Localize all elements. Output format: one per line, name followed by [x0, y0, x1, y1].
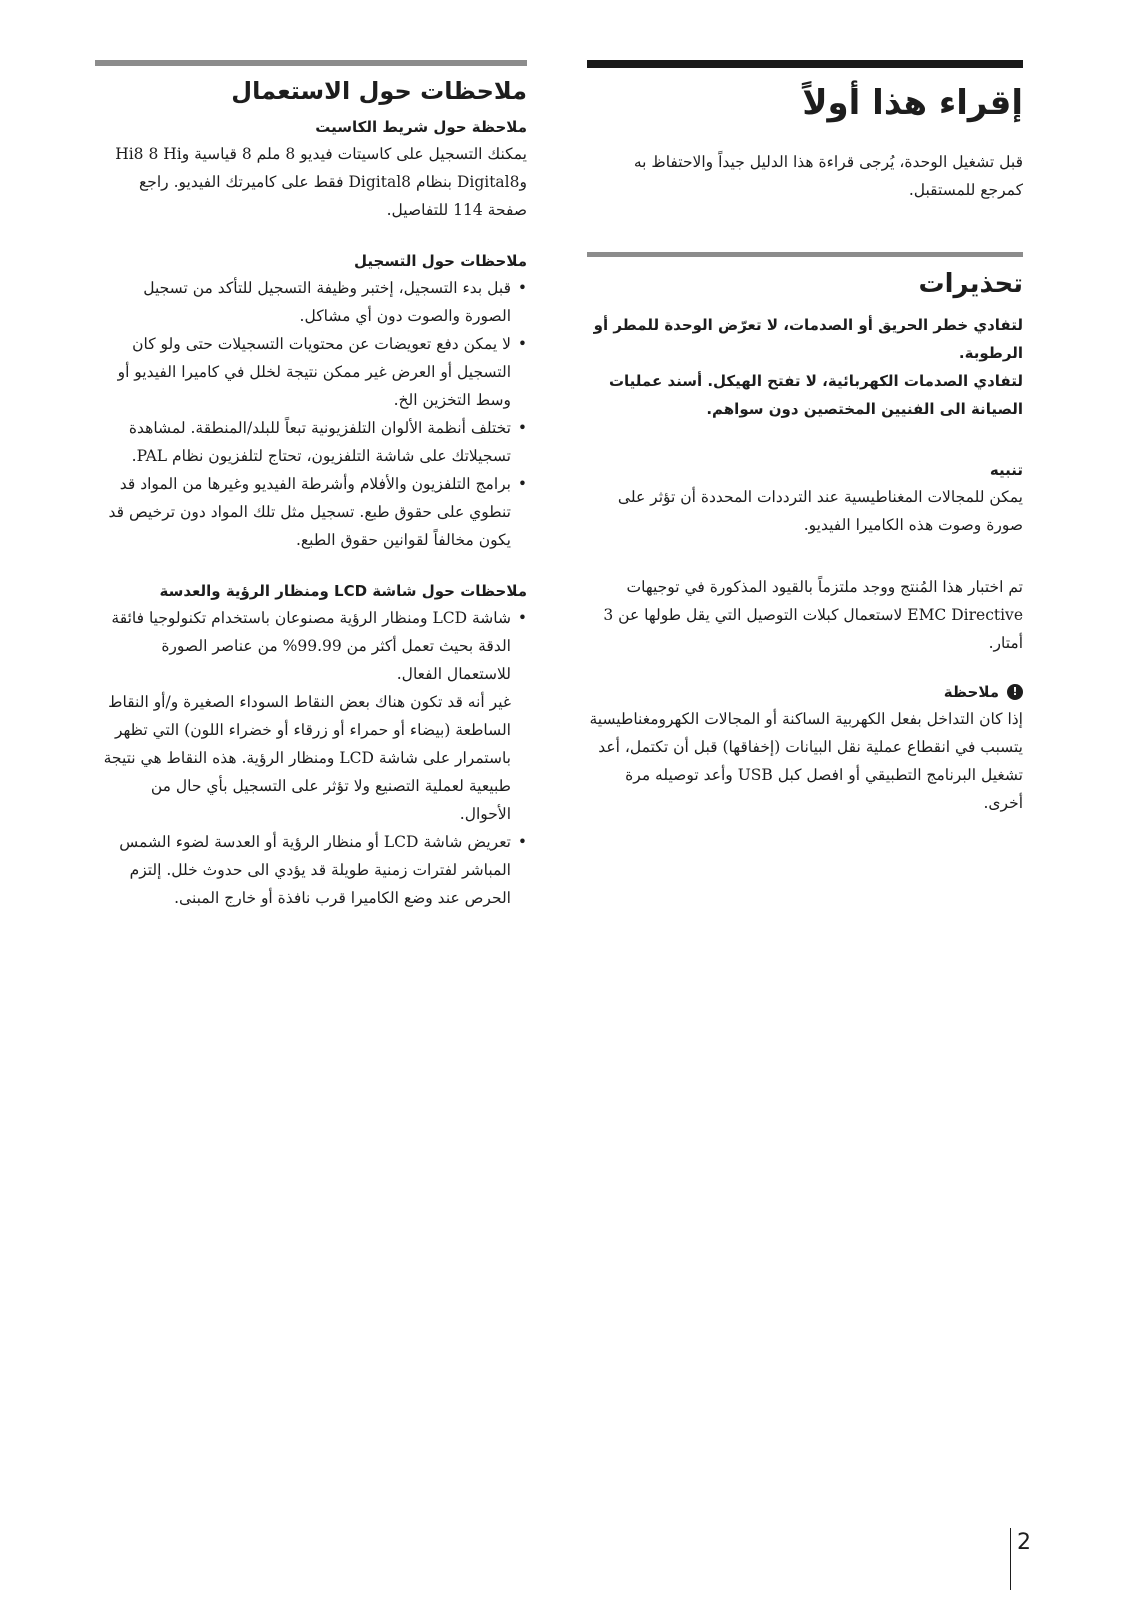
cassette-heading: ملاحظة حول شريط الكاسيت: [315, 118, 527, 136]
list-item: [95, 604, 527, 828]
lcd-heading: ملاحظات حول شاشة LCD ومنظار الرؤية والعدسة: [159, 582, 527, 600]
recording-list: [95, 274, 527, 554]
list-item: • برامج التلفزيون والأفلام وأشرطة الفيديو وغيرها من المواد قد تنطوي على حقوق طبع. تسجيل مثل تلك المواد دون ترخيص قد يكون مخالفاً لقوانين حقوق الطبع.: [95, 470, 527, 554]
note-heading: [587, 679, 1023, 705]
page-number-divider: [1010, 1528, 1011, 1590]
lcd-item-1: شاشة LCD ومنظار الرؤية مصنوعان باستخدام تكنولوجيا فائقة الدقة بحيث تعمل أكثر من 99.99% من عناصر الصورة للاستعمال الفعال.: [111, 609, 511, 683]
right-column: [587, 60, 1023, 817]
note-paragraph: إذا كان التداخل بفعل الكهربية الساكنة أو المجالات الكهرومغناطيسية يتسبب في انقطاع عملية نقل البيانات (إخفاقها) قبل أن تكتمل، أعد تشغيل البرنامج التطبيقي أو افصل كبل USB وأعد توصيله مرة أخرى.: [589, 710, 1023, 812]
cassette-paragraph: يمكنك التسجيل على كاسيتات فيديو 8 ملم 8 قياسية وHi8 8 Hi وDigital8 بنظام Digital8 فقط على كاميرتك الفيديو. راجع صفحة 114 للتفاصيل.: [115, 145, 527, 219]
list-item: • لا يمكن دفع تعويضات عن محتويات التسجيلات حتى ولو كان التسجيل أو العرض غير ممكن نتيجة لخلل في كاميرا الفيديو أو وسط التخزين الخ.: [95, 330, 527, 414]
list-item: • قبل بدء التسجيل، إختبر وظيفة التسجيل للتأكد من تسجيل الصورة والصوت دون أي مشاكل.: [95, 274, 527, 330]
caution-heading: تنبيه: [989, 461, 1023, 479]
intro-paragraph: قبل تشغيل الوحدة، يُرجى قراءة هذا الدليل جيداً والاحتفاظ به كمرجع للمستقبل.: [633, 153, 1023, 199]
lcd-item-1-cont: غير أنه قد تكون هناك بعض النقاط السوداء الصغيرة و/أو النقاط الساطعة (بيضاء أو حمراء أو زرقاء أو خضراء اللون) التي تظهر باستمرار على شاشة LCD ومنظار الرؤية. هذه النقاط هي نتيجة طبيعية لعملية التصنيع ولا تؤثر على التسجيل بأي حال من الأحوال.: [103, 693, 511, 823]
list-item: • تختلف أنظمة الألوان التلفزيونية تبعاً للبلد/المنطقة. لمشاهدة تسجيلاتك على شاشة التلفزيون، تحتاج لتلفزيون نظام PAL.: [95, 414, 527, 470]
left-column: [95, 60, 527, 912]
page-title: إقراء هذا أولاً: [802, 83, 1023, 123]
usage-rule: [95, 60, 527, 66]
list-item: • تعريض شاشة LCD أو منظار الرؤية أو العدسة لضوء الشمس المباشر لفترات زمنية طويلة قد يؤدي الى حدوث خلل. إلتزم الحرص عند وضع الكاميرا قرب نافذة أو خارج المبنى.: [95, 828, 527, 912]
page-number: 2: [1017, 1530, 1031, 1555]
warning-fire: لتفادي خطر الحريق أو الصدمات، لا تعرّض الوحدة للمطر أو الرطوبة.: [593, 316, 1023, 362]
lcd-list: [95, 604, 527, 912]
warnings-rule: [587, 252, 1023, 257]
warning-shock: لتفادي الصدمات الكهربائية، لا تفتح الهيكل. أسند عمليات الصيانة الى الفنيين المختصين دون سواهم.: [608, 372, 1023, 418]
usage-heading: ملاحظات حول الاستعمال: [231, 77, 527, 105]
recording-heading: ملاحظات حول التسجيل: [354, 252, 527, 270]
emc-paragraph: تم اختبار هذا المُنتج ووجد ملتزماً بالقيود المذكورة في توجيهات EMC Directive لاستعمال كبلات التوصيل التي يقل طولها عن 3 أمتار.: [603, 578, 1023, 652]
warnings-heading: تحذيرات: [918, 269, 1023, 299]
note-heading-label: ملاحظة: [943, 683, 999, 701]
title-rule: [587, 60, 1023, 68]
caution-paragraph: يمكن للمجالات المغناطيسية عند الترددات المحددة أن تؤثر على صورة وصوت هذه الكاميرا الفيديو.: [617, 488, 1023, 534]
note-icon: !: [1007, 684, 1023, 700]
